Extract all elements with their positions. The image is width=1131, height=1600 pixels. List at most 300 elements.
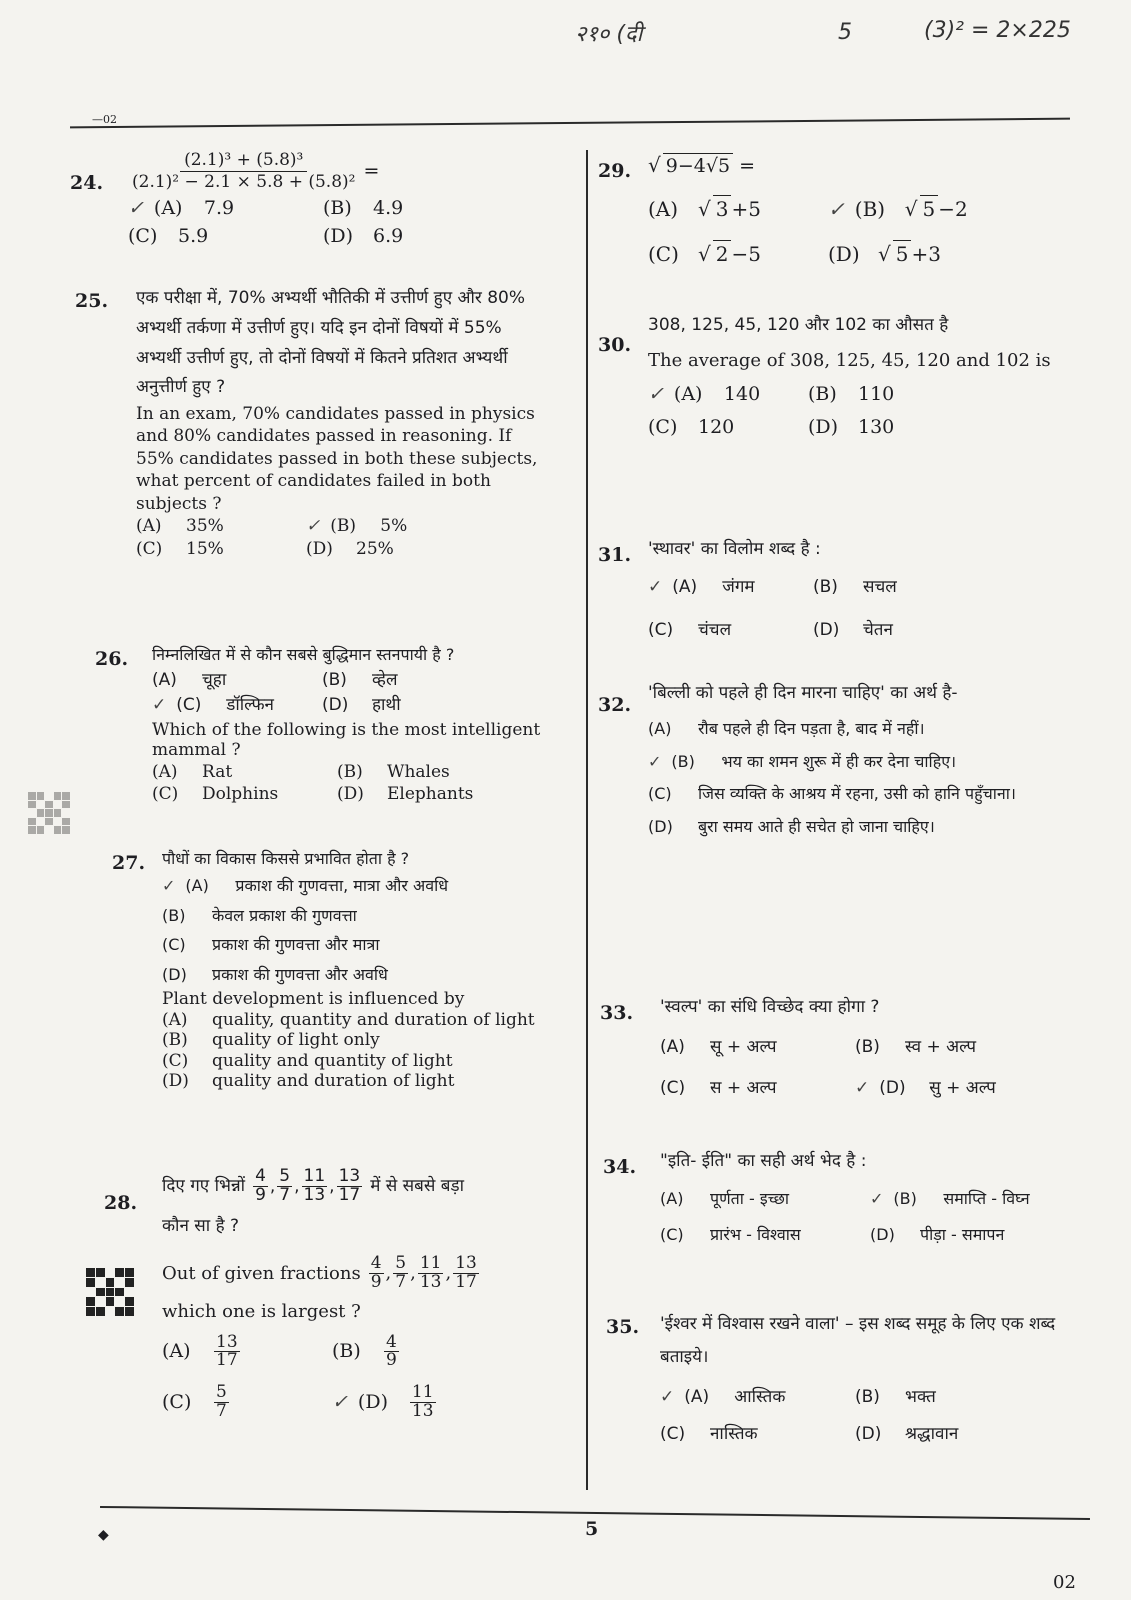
options-26-english bbox=[152, 761, 512, 806]
option-label: (D) bbox=[870, 1224, 895, 1244]
fraction-separator: , bbox=[269, 1176, 276, 1197]
option-label: (B) bbox=[855, 1037, 880, 1058]
option-text: श्रद्धावान bbox=[905, 1423, 959, 1444]
option-label: (B) bbox=[813, 577, 838, 598]
option-label: (A) bbox=[660, 1037, 685, 1058]
question-24 bbox=[128, 150, 568, 249]
option-d[interactable] bbox=[323, 224, 508, 249]
option-a[interactable] bbox=[136, 515, 296, 537]
option-term: −2 bbox=[938, 197, 968, 222]
option-text: स्व + अल्प bbox=[905, 1037, 977, 1058]
answer-tick-mark: ✓ bbox=[152, 694, 167, 715]
fraction-separator: , bbox=[294, 1176, 300, 1197]
option-a[interactable] bbox=[660, 1188, 860, 1209]
option-text: 110 bbox=[858, 382, 895, 405]
option-label: (A) bbox=[185, 876, 209, 896]
option-b[interactable] bbox=[162, 1030, 567, 1050]
option-label: (A) bbox=[672, 577, 698, 598]
option-term: −5 bbox=[731, 242, 761, 267]
fraction-denominator: 7 bbox=[279, 1184, 291, 1205]
option-label: (B) bbox=[322, 670, 347, 691]
option-label: (B) bbox=[808, 382, 837, 405]
option-text: सचल bbox=[863, 577, 897, 598]
option-term: +3 bbox=[911, 242, 941, 267]
option-c[interactable] bbox=[660, 1224, 860, 1245]
option-d[interactable] bbox=[337, 783, 512, 805]
option-label: (A) bbox=[673, 382, 703, 405]
question-27 bbox=[162, 848, 567, 1091]
fraction-numerator: 11 bbox=[303, 1166, 326, 1186]
option-label: (B) bbox=[162, 1030, 188, 1051]
question-text-english: The average of 308, 125, 45, 120 and 102 is bbox=[648, 350, 1051, 372]
option-text: 140 bbox=[723, 382, 761, 405]
question-29: √ 9−4√5 = (A) √ 3 +5 ✓ (B) √ 5 −2 (C) √ 2 −5 (D) √ 5 +3 bbox=[648, 152, 1068, 268]
option-b[interactable] bbox=[323, 196, 508, 221]
option-b[interactable] bbox=[162, 901, 567, 931]
fraction-numerator: 5 bbox=[216, 1382, 227, 1403]
fraction-numerator: 4 bbox=[255, 1166, 266, 1186]
options-27-english bbox=[162, 1010, 567, 1092]
fraction bbox=[337, 1168, 363, 1205]
fraction bbox=[277, 1168, 292, 1205]
answer-tick-mark: ✓ bbox=[648, 382, 664, 405]
fraction-numerator: 11 bbox=[419, 1253, 442, 1274]
radical-sign: √ bbox=[878, 242, 891, 267]
fraction-denominator: 7 bbox=[395, 1271, 407, 1292]
option-b[interactable] bbox=[813, 576, 968, 598]
option-text: Dolphins bbox=[202, 784, 279, 805]
fraction-denominator: 9 bbox=[255, 1184, 266, 1205]
fraction-separator: , bbox=[445, 1262, 452, 1284]
radicand: 2 bbox=[713, 240, 732, 267]
answer-tick-mark: ✓ bbox=[306, 516, 321, 537]
question-text: "इति- ईति" का सही अर्थ भेद है : bbox=[660, 1151, 867, 1171]
option-a[interactable] bbox=[648, 713, 1068, 746]
option-d[interactable] bbox=[870, 1224, 1070, 1245]
fraction-denominator: 7 bbox=[216, 1401, 227, 1422]
option-label: (C) bbox=[660, 1077, 686, 1098]
option-d[interactable] bbox=[162, 960, 567, 990]
options-28 bbox=[162, 1331, 492, 1422]
option-text bbox=[905, 195, 968, 222]
question-25 bbox=[136, 284, 546, 560]
option-label: (C) bbox=[660, 1423, 686, 1444]
option-text: 120 bbox=[698, 415, 735, 438]
question-text-english: Which of the following is the most intelligent mammal ? bbox=[152, 719, 541, 761]
option-c[interactable] bbox=[162, 1051, 567, 1071]
option-text: जंगम bbox=[722, 577, 755, 598]
option-text: 5% bbox=[380, 516, 408, 537]
option-label: (D) bbox=[855, 1423, 882, 1444]
option-label: (C) bbox=[648, 415, 678, 438]
question-text-hindi: में से सबसे बड़ा bbox=[370, 1176, 464, 1197]
question-text: 'ईश्वर में विश्वास रखने वाला' – इस शब्द समूह के लिए एक शब्द बताइये। bbox=[660, 1314, 1056, 1368]
option-label: (D) bbox=[879, 1077, 906, 1098]
option-c[interactable] bbox=[648, 240, 818, 267]
question-text-hindi: निम्नलिखित में से कौन सबसे बुद्धिमान स्तनपायी है ? bbox=[152, 645, 455, 664]
option-text: चेतन bbox=[863, 619, 893, 640]
option-b[interactable] bbox=[322, 669, 482, 691]
option-label: (D) bbox=[357, 1391, 388, 1414]
answer-tick-mark: ✓ bbox=[648, 751, 662, 771]
radical-sign: √ bbox=[698, 197, 711, 222]
option-a[interactable] bbox=[152, 761, 327, 783]
option-label: (B) bbox=[855, 1387, 880, 1408]
options-24 bbox=[128, 196, 508, 249]
question-33 bbox=[660, 996, 1060, 1099]
option-text: quality and duration of light bbox=[212, 1071, 455, 1092]
question-number: 30. bbox=[598, 334, 632, 356]
radicand: 3 bbox=[713, 195, 732, 222]
option-label: (C) bbox=[176, 694, 202, 715]
option-text bbox=[698, 240, 761, 267]
option-c[interactable] bbox=[660, 1077, 845, 1099]
radical-sign: √ bbox=[904, 197, 918, 222]
fraction bbox=[253, 1168, 268, 1205]
question-text: 'स्वल्प' का संधि विच्छेद क्या होगा ? bbox=[660, 997, 880, 1017]
fraction-numerator: 5 bbox=[395, 1253, 407, 1274]
question-35 bbox=[660, 1308, 1070, 1445]
question-number: 27. bbox=[112, 852, 146, 874]
option-text: रौब पहले ही दिन पड़ता है, बाद में नहीं। bbox=[698, 718, 925, 738]
option-a[interactable] bbox=[648, 382, 798, 407]
handwritten-note-2: 5 bbox=[838, 20, 852, 45]
fraction-denominator: 13 bbox=[303, 1184, 326, 1205]
fraction-denominator: 17 bbox=[216, 1350, 238, 1371]
option-a[interactable] bbox=[660, 1386, 845, 1408]
radicand: 5 bbox=[920, 195, 939, 222]
option-b[interactable] bbox=[870, 1188, 1070, 1209]
option-b[interactable] bbox=[855, 1036, 1040, 1058]
option-text: चूहा bbox=[202, 670, 227, 691]
fraction-denominator: 13 bbox=[411, 1401, 434, 1422]
option-label: (D) bbox=[323, 224, 354, 247]
option-label: (D) bbox=[322, 694, 349, 715]
option-text: 25% bbox=[356, 538, 394, 559]
question-text-english: Plant development is influenced by bbox=[162, 989, 465, 1010]
fraction-numerator: (2.1)³ + (5.8)³ bbox=[180, 150, 307, 172]
options-26-hindi bbox=[152, 669, 482, 716]
option-text: 5.9 bbox=[178, 224, 209, 247]
fraction bbox=[369, 1255, 384, 1292]
bullet-mark: ◆ bbox=[98, 1527, 109, 1543]
option-text: quality and quantity of light bbox=[212, 1050, 453, 1071]
footer-code: 02 bbox=[1053, 1572, 1076, 1593]
option-label: (A) bbox=[162, 1340, 191, 1363]
question-text-hindi: कौन सा है ? bbox=[162, 1215, 240, 1236]
option-label: (D) bbox=[808, 415, 839, 438]
fraction-list bbox=[251, 1168, 364, 1205]
option-label: (C) bbox=[648, 619, 674, 640]
option-label: (A) bbox=[660, 1189, 684, 1209]
option-a[interactable] bbox=[162, 1331, 322, 1371]
question-number: 28. bbox=[104, 1192, 138, 1214]
answer-tick-mark: ✓ bbox=[162, 876, 176, 896]
option-text: सु + अल्प bbox=[929, 1077, 996, 1098]
answer-tick-mark: ✓ bbox=[660, 1387, 675, 1408]
fraction bbox=[453, 1255, 479, 1292]
option-label: (B) bbox=[893, 1189, 917, 1209]
options-25 bbox=[136, 515, 466, 560]
option-label: (C) bbox=[162, 935, 186, 955]
answer-tick-mark: ✓ bbox=[828, 196, 845, 221]
option-d[interactable] bbox=[322, 694, 482, 716]
options-35 bbox=[660, 1386, 1040, 1445]
equals-sign: = bbox=[739, 155, 756, 177]
question-32 bbox=[648, 676, 1068, 844]
radical-sign: √ bbox=[698, 242, 711, 267]
fraction-separator: , bbox=[329, 1176, 335, 1197]
answer-tick-mark: ✓ bbox=[128, 196, 144, 219]
options-31 bbox=[648, 576, 968, 641]
option-text: जिस व्यक्ति के आश्रय में रहना, उसी को हानि पहुँचाना। bbox=[698, 784, 1016, 804]
option-text: प्रकाश की गुणवत्ता, मात्रा और अवधि bbox=[235, 876, 449, 896]
fraction-numerator: 13 bbox=[455, 1253, 477, 1274]
fraction bbox=[214, 1384, 229, 1421]
question-text-hindi: 308, 125, 45, 120 और 102 का औसत है bbox=[648, 315, 949, 335]
fraction-list bbox=[367, 1255, 481, 1292]
fraction-numerator: 4 bbox=[386, 1331, 397, 1352]
option-label: (C) bbox=[660, 1224, 684, 1244]
option-c[interactable] bbox=[648, 778, 1068, 811]
question-number: 26. bbox=[95, 648, 129, 670]
option-label: (C) bbox=[136, 538, 163, 559]
qr-code bbox=[86, 1268, 134, 1316]
answer-tick-mark: ✓ bbox=[855, 1077, 870, 1098]
options-34 bbox=[660, 1188, 1070, 1244]
fraction-denominator: 17 bbox=[338, 1184, 361, 1205]
option-text: प्रारंभ - विश्वास bbox=[710, 1224, 801, 1244]
option-c[interactable] bbox=[648, 619, 803, 641]
radicand: 9−4√5 bbox=[663, 153, 733, 179]
question-number: 35. bbox=[606, 1316, 640, 1338]
radicand: 5 bbox=[893, 240, 912, 267]
fraction-numerator: 13 bbox=[338, 1166, 361, 1186]
question-28 bbox=[162, 1168, 572, 1421]
handwritten-note-3: (3)² = 2×225 bbox=[924, 18, 1071, 43]
option-text: 4.9 bbox=[373, 196, 404, 219]
option-a[interactable] bbox=[152, 669, 312, 691]
option-text: आस्तिक bbox=[734, 1387, 786, 1408]
question-number: 32. bbox=[598, 694, 632, 716]
fraction bbox=[418, 1255, 444, 1292]
option-a[interactable] bbox=[648, 576, 803, 598]
option-label: (A) bbox=[152, 761, 178, 782]
question-30 bbox=[648, 314, 1068, 440]
option-text: भय का शमन शुरू में ही कर देना चाहिए। bbox=[721, 751, 957, 771]
option-label: (B) bbox=[330, 516, 357, 537]
fraction-denominator: (2.1)² − 2.1 × 5.8 + (5.8)² bbox=[132, 172, 356, 193]
option-label: (B) bbox=[671, 751, 695, 771]
fraction bbox=[302, 1168, 328, 1205]
option-label: (A) bbox=[648, 196, 679, 221]
option-label: (B) bbox=[854, 196, 886, 221]
option-b[interactable] bbox=[808, 382, 958, 407]
option-text: 130 bbox=[858, 415, 895, 438]
fraction bbox=[384, 1331, 399, 1371]
option-d[interactable] bbox=[855, 1423, 1040, 1445]
column-divider bbox=[586, 150, 588, 1490]
question-number: 33. bbox=[600, 1002, 634, 1024]
question-text-hindi: पौधों का विकास किससे प्रभावित होता है ? bbox=[162, 849, 410, 868]
option-text bbox=[878, 240, 941, 267]
fraction-denominator: 13 bbox=[419, 1271, 442, 1292]
option-label: (D) bbox=[337, 784, 364, 805]
qr-code bbox=[28, 792, 70, 834]
option-label: (B) bbox=[162, 905, 186, 925]
option-text: Elephants bbox=[387, 784, 474, 805]
option-c[interactable] bbox=[162, 930, 567, 960]
option-d[interactable] bbox=[162, 1071, 567, 1091]
option-label: (A) bbox=[152, 670, 177, 691]
option-text: चंचल bbox=[698, 619, 732, 640]
option-label: (C) bbox=[152, 784, 179, 805]
option-d[interactable] bbox=[648, 811, 1068, 844]
top-code: —02 bbox=[92, 113, 117, 126]
question-text-english: Out of given fractions bbox=[162, 1262, 361, 1284]
options-33 bbox=[660, 1036, 1040, 1099]
fraction-separator: , bbox=[385, 1262, 392, 1284]
option-text bbox=[698, 195, 761, 222]
fraction-numerator: 11 bbox=[411, 1382, 434, 1403]
option-text: 6.9 bbox=[373, 224, 404, 247]
fraction-numerator: 5 bbox=[279, 1166, 291, 1186]
option-b[interactable] bbox=[337, 761, 512, 783]
fraction-denominator: 17 bbox=[455, 1271, 477, 1292]
question-number: 31. bbox=[598, 544, 632, 566]
option-d[interactable] bbox=[855, 1077, 1040, 1099]
option-label: (A) bbox=[136, 516, 162, 537]
option-text: हाथी bbox=[372, 694, 401, 715]
option-d[interactable] bbox=[828, 240, 998, 267]
fraction bbox=[214, 1331, 240, 1371]
option-label: (A) bbox=[684, 1387, 710, 1408]
question-31 bbox=[648, 538, 1068, 641]
option-c[interactable] bbox=[152, 783, 327, 805]
question-text-hindi: एक परीक्षा में, 70% अभ्यर्थी भौतिकी में उत्तीर्ण हुए और 80% अभ्यर्थी तर्कणा में उत्तीर्ण हुए। यदि इन दोनों विषयों में 55% अभ्यर्थी उत्तीर्ण हुए, तो दोनों विषयों में कितने प्रतिशत अभ्यर्थी अनुत्तीर्ण हुए ? bbox=[136, 288, 526, 398]
option-label: (D) bbox=[162, 964, 187, 984]
option-label: (C) bbox=[162, 1391, 192, 1414]
option-text: quality of light only bbox=[212, 1030, 380, 1051]
fraction bbox=[410, 1384, 436, 1421]
question-text: 'बिल्ली को पहले ही दिन मारना चाहिए' का अर्थ है- bbox=[648, 683, 958, 703]
option-label: (A) bbox=[162, 1009, 188, 1030]
option-label: (C) bbox=[648, 241, 679, 266]
question-26 bbox=[152, 644, 562, 806]
option-label: (D) bbox=[813, 619, 840, 640]
option-c[interactable] bbox=[660, 1423, 845, 1445]
question-number: 29. bbox=[598, 160, 632, 182]
option-text: 35% bbox=[186, 516, 224, 537]
option-text: प्रकाश की गुणवत्ता और मात्रा bbox=[212, 935, 380, 955]
option-d[interactable] bbox=[808, 415, 958, 440]
option-d[interactable] bbox=[813, 619, 968, 641]
option-label: (D) bbox=[306, 538, 333, 559]
equals-sign: = bbox=[363, 160, 380, 183]
option-text: भक्त bbox=[905, 1387, 936, 1408]
fraction-denominator: 9 bbox=[370, 1271, 382, 1292]
question-text-hindi: दिए गए भिन्नों bbox=[162, 1176, 246, 1197]
option-text: Rat bbox=[202, 761, 233, 782]
answer-tick-mark: ✓ bbox=[332, 1391, 348, 1414]
option-b[interactable] bbox=[306, 515, 466, 537]
option-d[interactable] bbox=[332, 1384, 492, 1421]
option-label: (B) bbox=[332, 1340, 361, 1363]
fraction-denominator: 9 bbox=[386, 1350, 397, 1371]
options-27-hindi bbox=[162, 871, 567, 989]
option-c[interactable] bbox=[136, 538, 296, 560]
handwritten-note-1: २१० (दी bbox=[575, 22, 643, 47]
option-label: (D) bbox=[648, 817, 673, 837]
option-text: सू + अल्प bbox=[710, 1037, 777, 1058]
option-text: स + अल्प bbox=[710, 1077, 777, 1098]
option-text: नास्तिक bbox=[710, 1423, 758, 1444]
option-b[interactable] bbox=[332, 1331, 492, 1371]
option-a[interactable] bbox=[162, 1010, 567, 1030]
option-c[interactable] bbox=[128, 224, 313, 249]
option-text: 15% bbox=[186, 538, 224, 559]
options-30 bbox=[648, 382, 958, 440]
answer-tick-mark: ✓ bbox=[870, 1189, 884, 1209]
option-text: प्रकाश की गुणवत्ता और अवधि bbox=[212, 964, 388, 984]
option-label: (C) bbox=[128, 224, 158, 247]
fraction-numerator: 13 bbox=[216, 1331, 238, 1352]
option-a[interactable] bbox=[648, 195, 818, 222]
option-a[interactable] bbox=[128, 196, 313, 221]
option-label: (C) bbox=[648, 784, 672, 804]
fraction bbox=[393, 1255, 408, 1292]
option-c[interactable] bbox=[152, 694, 312, 716]
option-label: (C) bbox=[162, 1050, 189, 1071]
option-text: व्हेल bbox=[372, 670, 398, 691]
option-text: पूर्णता - इच्छा bbox=[710, 1189, 789, 1209]
fraction-separator: , bbox=[410, 1262, 416, 1284]
options-32 bbox=[648, 713, 1068, 844]
option-label: (D) bbox=[162, 1071, 189, 1092]
question-text: 'स्थावर' का विलोम शब्द है : bbox=[648, 539, 821, 559]
option-label: (B) bbox=[323, 196, 352, 219]
option-b[interactable] bbox=[855, 1386, 1040, 1408]
option-term: +5 bbox=[731, 197, 761, 222]
option-text: बुरा समय आते ही सचेत हो जाना चाहिए। bbox=[698, 817, 935, 837]
option-text: Whales bbox=[387, 761, 450, 782]
option-c[interactable] bbox=[648, 415, 798, 440]
option-text: केवल प्रकाश की गुणवत्ता bbox=[212, 905, 357, 925]
question-text-english: In an exam, 70% candidates passed in physics and 80% candidates passed in reasoning. If 55% candidates passed in both these subjects, what percent of candidates failed in both subjects ? bbox=[136, 404, 538, 514]
option-text: डॉल्फिन bbox=[226, 694, 274, 715]
option-label: (B) bbox=[337, 761, 363, 782]
option-text: पीड़ा - समापन bbox=[920, 1224, 1005, 1244]
option-a[interactable] bbox=[660, 1036, 845, 1058]
option-text: 7.9 bbox=[203, 196, 235, 219]
option-b[interactable] bbox=[828, 195, 998, 222]
option-label: (A) bbox=[153, 196, 183, 219]
question-34 bbox=[660, 1150, 1070, 1245]
question-number: 24. bbox=[70, 172, 104, 194]
option-label: (A) bbox=[648, 718, 672, 738]
option-b[interactable] bbox=[648, 746, 1068, 779]
option-label: (D) bbox=[828, 241, 860, 266]
question-text-english: which one is largest ? bbox=[162, 1300, 361, 1322]
option-d[interactable] bbox=[306, 538, 466, 560]
question-number: 25. bbox=[75, 290, 109, 312]
top-rule bbox=[70, 118, 1070, 129]
options-29 bbox=[648, 195, 998, 268]
option-c[interactable] bbox=[162, 1384, 322, 1421]
page-number: 5 bbox=[585, 1518, 599, 1540]
option-text: समाप्ति - विघ्न bbox=[943, 1189, 1030, 1209]
option-a[interactable] bbox=[162, 871, 567, 901]
